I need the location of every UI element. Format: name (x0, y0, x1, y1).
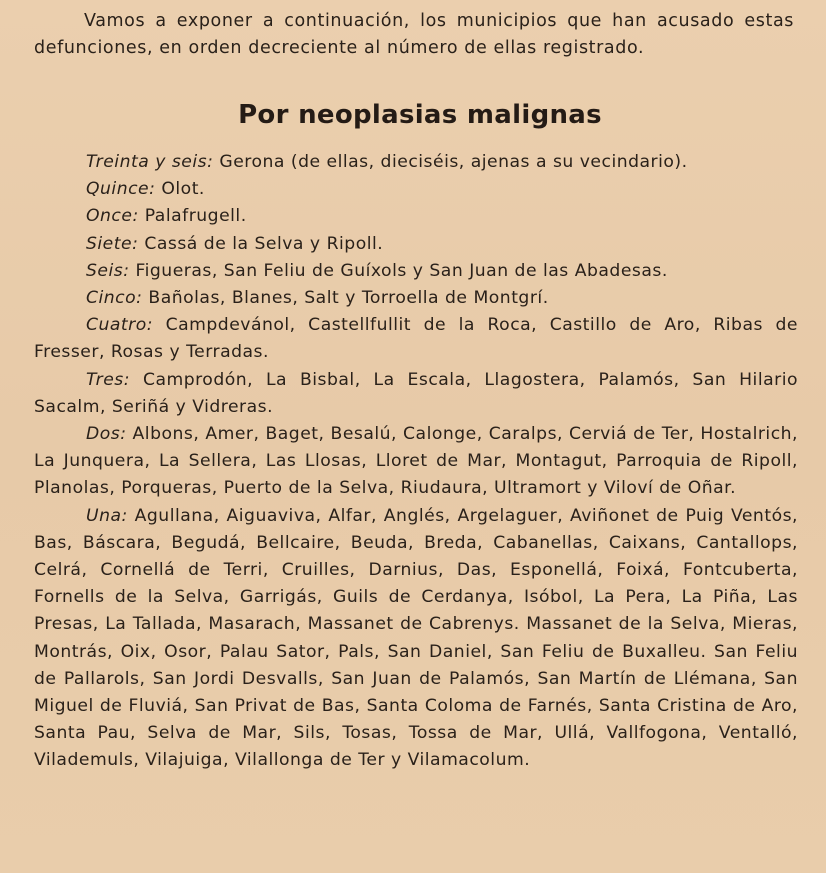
entry-5 (34, 285, 798, 312)
entry-text: Campdevánol, Castellfullit de la Roca, Castillo de Aro, Ribas de Fresser, Rosas y Terradas. (34, 315, 798, 363)
entry-text: Bañolas, Blanes, Salt y Torroella de Montgrí. (148, 288, 549, 309)
entry-label: Once: (86, 206, 139, 227)
entry-label: Siete: (86, 233, 139, 254)
entry-label: Dos: (86, 424, 127, 445)
entry-label: Una: (86, 505, 128, 526)
entry-text: Albons, Amer, Baget, Besalú, Calonge, Caralps, Cerviá de Ter, Hostalrich, La Junquera, La Sellera, Las Llosas, Lloret de Mar, Montagut, Parroquia de Ripoll, Planolas, Porqueras, Puerto de la Selva, Riudaura, Ultramort y Viloví de Oñar. (34, 424, 798, 499)
entry-text: Agullana, Aiguaviva, Alfar, Anglés, Argelaguer, Aviñonet de Puig Ventós, Bas, Báscara, Begudá, Bellcaire, Beuda, Breda, Cabanellas, Caixans, Cantallops, Celrá, Cornellá de Terri, Cruilles, Darnius, Das, Esponellá, Foixá, Fontcuberta, Fornells de la Selva, Garrigás, Guils de Cerdanya, Isóbol, La Pera, La Piña, Las Presas, La Tallada, Masarach, Massanet de Cabrenys. Massanet de la Selva, Mieras, Montrás, Oix, Osor, Palau Sator, Pals, San Daniel, San Feliu de Buxalleu. San Feliu de Pallarols, San Jordi Desvalls, San Juan de Palamós, San Martín de Llémana, San Miguel de Fluviá, San Privat de Bas, Santa Coloma de Farnés, Santa Cristina de Aro, Santa Pau, Selva de Mar, Sils, Tosas, Tossa de Mar, Ullá, Vallfogona, Ventalló, Vilademuls, Vilajuiga, Vilallonga de Ter y Vilamacolum. (34, 505, 799, 771)
entry-text: Camprodón, La Bisbal, La Escala, Llagostera, Palamós, San Hilario Sacalm, Seriñá y Vidreras. (34, 369, 798, 417)
entry-11 (34, 203, 798, 230)
entry-6 (34, 258, 798, 285)
entry-text: Figueras, San Feliu de Guíxols y San Juan de las Abadesas. (135, 260, 668, 281)
entry-15 (34, 176, 798, 203)
entry-36 (34, 149, 798, 176)
entry-2 (34, 421, 798, 503)
entry-text: Cassá de la Selva y Ripoll. (144, 233, 384, 254)
entry-label: Cinco: (86, 288, 143, 309)
entry-label: Quince: (86, 179, 156, 200)
entry-text: Olot. (161, 179, 205, 200)
entry-3 (34, 367, 798, 421)
entry-label: Treinta y seis: (86, 152, 214, 172)
entry-7 (34, 231, 798, 258)
entry-label: Seis: (86, 260, 130, 281)
entry-label: Tres: (86, 369, 131, 390)
entry-text: Gerona (de ellas, dieciséis, ajenas a su vecindario). (219, 152, 688, 172)
entry-1 (34, 503, 798, 775)
intro-paragraph: Vamos a exponer a continuación, los municipios que han acusado estas defunciones, en orden decreciente al número de ellas registrado. (34, 11, 794, 58)
entry-text: Palafrugell. (144, 206, 247, 227)
entry-label: Cuatro: (86, 315, 154, 336)
entry-list (34, 149, 798, 775)
entry-4 (34, 312, 798, 366)
section-heading: Por neoplasias malignas (238, 100, 602, 130)
